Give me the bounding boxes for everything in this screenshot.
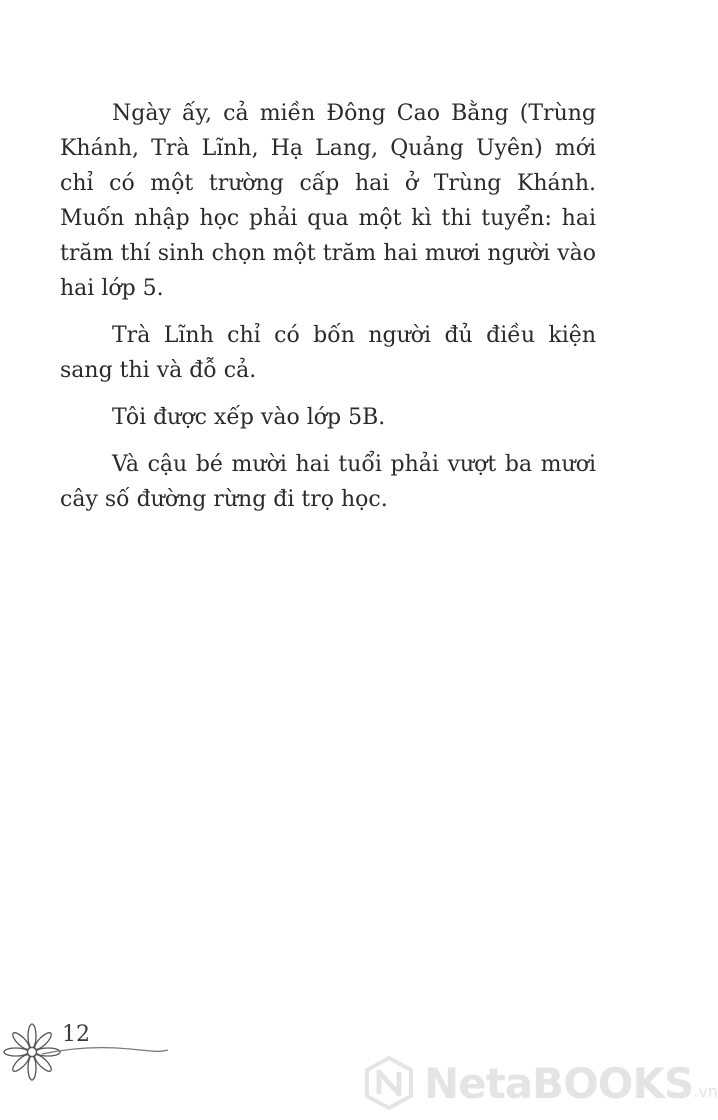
- netabooks-logo-icon: [362, 1056, 416, 1110]
- watermark-brand: NetaBOOKS: [424, 1058, 694, 1108]
- paragraph-4: Và cậu bé mười hai tuổi phải vượt ba mươi cây số đường rừng đi trọ học.: [60, 452, 596, 512]
- watermark-suffix: .vn: [693, 1081, 718, 1101]
- watermark: [362, 1048, 718, 1118]
- page-footer: [0, 1010, 718, 1120]
- paragraph-3: Tôi được xếp vào lớp 5B.: [112, 405, 386, 430]
- body-text: [60, 96, 596, 529]
- stem-line: [40, 1040, 170, 1060]
- page-number: 12: [62, 1022, 90, 1047]
- paragraph-2: Trà Lĩnh chỉ có bốn người đủ điều kiện sang thi và đỗ cả.: [60, 323, 596, 383]
- paragraph-1: Ngày ấy, cả miền Đông Cao Bằng (Trùng Khánh, Trà Lĩnh, Hạ Lang, Quảng Uyên) mới chỉ có một trường cấp hai ở Trùng Khánh. Muốn nhập học phải qua một kì thi tuyển: hai trăm thí sinh chọn một trăm hai mươi người vào hai lớp 5.: [60, 101, 596, 301]
